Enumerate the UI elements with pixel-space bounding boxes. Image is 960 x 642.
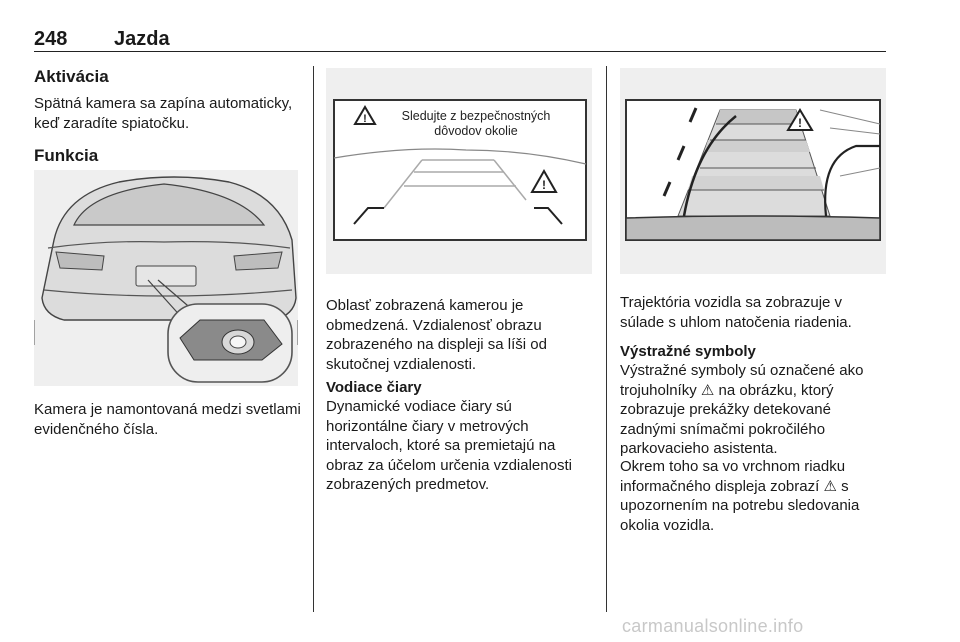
column-divider [313,66,314,612]
guide-lines-text: Dynamické vodiace čiary sú horizontálne čiary v metrových intervaloch, ktoré sa premietajú na obraz za účelom určenia vzdialenosti zobrazených predmetov. [326,398,572,493]
camera-location-caption: Kamera je namontovaná medzi svetlami evidenčného čísla. [34,401,301,438]
display-message-line2: dôvodov okolie [434,124,518,138]
svg-text:!: ! [798,116,802,130]
activation-text: Spätná kamera sa zapína automaticky, keď zaradíte spiatočku. [34,95,293,132]
camera-area-caption: Oblasť zobrazená kamerou je obmedzená. Vzdialenosť obrazu zobrazeného na displeji sa líši od skutočnej vzdialenosti. [326,297,547,373]
info-text-part: s upozornením na potrebu sledovania okolia vozidla. [620,477,860,534]
warning-triangle-icon: ⚠ [700,381,715,399]
warning-text-part: Výstražné symboly sú označené ako trojuholníky [620,362,864,399]
warning-symbols-heading: Výstražné symboly [620,343,756,360]
svg-text:!: ! [363,113,367,125]
warning-symbols-text [620,361,888,459]
chapter-title: Jazda [114,28,170,50]
svg-text:!: ! [542,178,546,192]
page-header [34,28,886,52]
function-heading: Funkcia [34,146,99,165]
activation-heading: Aktivácia [34,67,109,86]
trajectory-display-illustration [620,68,886,274]
guide-lines-heading: Vodiace čiary [326,379,422,396]
rear-camera-illustration [34,170,298,386]
trajectory-caption: Trajektória vozidla sa zobrazuje v súlade s uhlom natočenia riadenia. [620,294,852,331]
warning-text-part: na obrázku, ktorý zobrazuje prekážky detekované zadnými snímačmi pokročilého parkovacieho asistenta. [620,381,834,457]
info-display-text [620,457,888,535]
display-message-line1: Sledujte z bezpečnostných [401,109,551,123]
page-number: 248 [34,28,68,50]
column-divider [606,66,607,612]
warning-triangle-icon: ⚠ [823,477,837,495]
info-text-part: Okrem toho sa vo vrchnom riadku informačného displeja zobrazí [620,458,846,495]
camera-display-illustration [326,68,592,274]
watermark: carmanualsonline.info [622,616,804,636]
